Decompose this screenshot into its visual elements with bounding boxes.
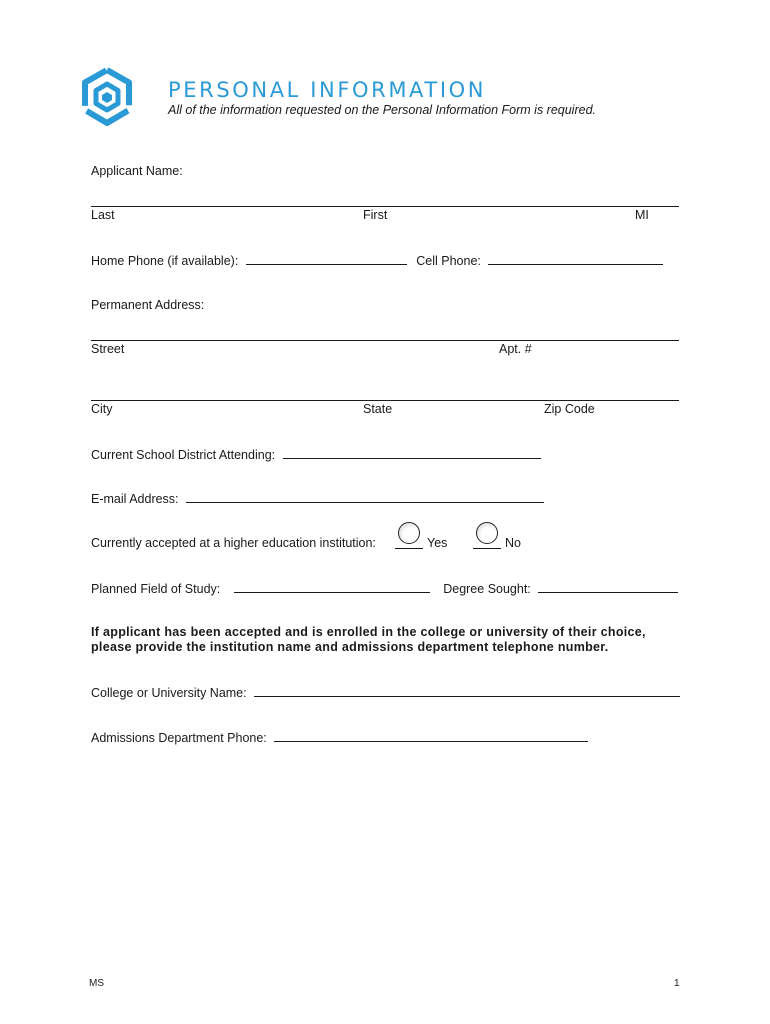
page-title: PERSONAL INFORMATION (168, 78, 487, 102)
school-district-row (91, 447, 541, 462)
first-name-label: First (363, 208, 388, 222)
city-label: City (91, 402, 113, 416)
instruction-text: If applicant has been accepted and is enrolled in the college or university of their choice, please provide the institution name and admissions department telephone number. (91, 625, 646, 654)
email-field[interactable] (186, 491, 544, 503)
no-blank (473, 548, 501, 549)
page-subtitle: All of the information requested on the Personal Information Form is required. (168, 103, 596, 117)
applicant-name-line[interactable] (91, 206, 679, 207)
school-district-label: Current School District Attending: (91, 448, 276, 462)
state-label: State (363, 402, 393, 416)
hexagon-logo-icon (80, 66, 134, 128)
college-label: College or University Name: (91, 686, 247, 700)
field-of-study-field[interactable] (234, 581, 430, 593)
email-row (91, 491, 544, 506)
no-label: No (505, 536, 521, 550)
degree-sought-field[interactable] (538, 581, 678, 593)
middle-initial-label: MI (635, 208, 649, 222)
college-field[interactable] (254, 685, 680, 697)
cell-phone-label: Cell Phone: (416, 254, 481, 268)
permanent-address-label: Permanent Address: (91, 298, 205, 312)
zip-code-label: Zip Code (544, 402, 595, 416)
yes-label: Yes (427, 536, 448, 550)
yes-blank (395, 548, 423, 549)
city-line[interactable] (91, 400, 679, 401)
email-label: E-mail Address: (91, 492, 179, 506)
college-row (91, 685, 680, 700)
no-radio-icon[interactable] (476, 522, 498, 544)
admissions-phone-field[interactable] (274, 730, 588, 742)
field-of-study-label: Planned Field of Study: (91, 582, 221, 596)
applicant-name-label: Applicant Name: (91, 164, 183, 178)
page-number: 1 (674, 978, 680, 989)
admissions-phone-row (91, 730, 588, 745)
apt-label: Apt. # (499, 342, 532, 356)
school-district-field[interactable] (283, 447, 541, 459)
home-phone-row (91, 253, 663, 268)
home-phone-field[interactable] (246, 253, 407, 265)
yes-radio-icon[interactable] (398, 522, 420, 544)
degree-sought-label: Degree Sought: (443, 582, 531, 596)
admissions-phone-label: Admissions Department Phone: (91, 731, 267, 745)
study-row (91, 581, 678, 596)
footer-left: MS (89, 978, 104, 989)
accepted-label: Currently accepted at a higher education institution: (91, 536, 376, 550)
street-line[interactable] (91, 340, 679, 341)
cell-phone-field[interactable] (488, 253, 663, 265)
street-label: Street (91, 342, 125, 356)
last-name-label: Last (91, 208, 115, 222)
home-phone-label: Home Phone (if available): (91, 254, 239, 268)
